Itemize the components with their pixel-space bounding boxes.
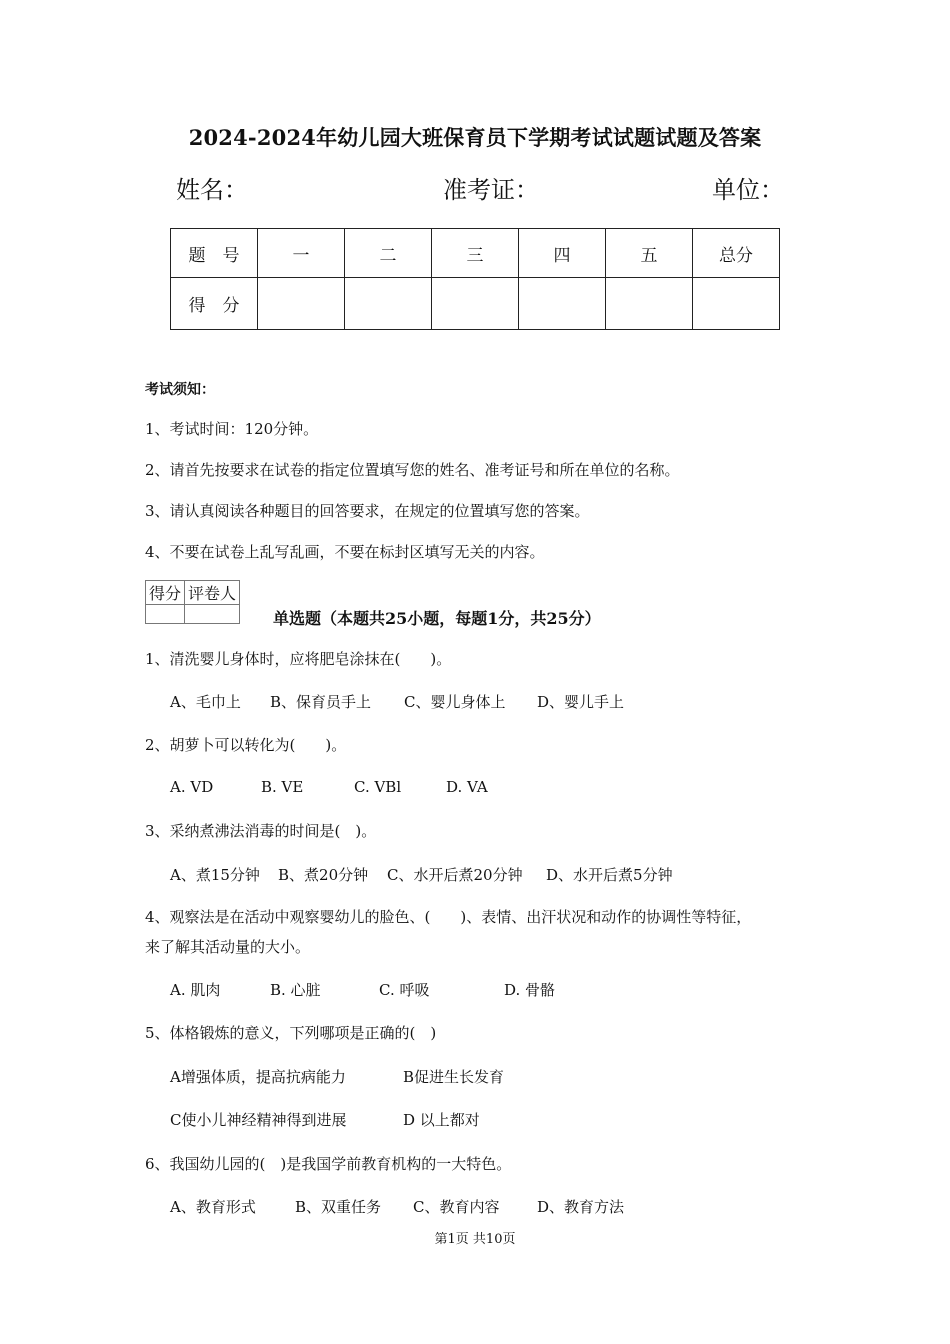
question-text: 3、采纳煮沸法消毒的时间是( )。 bbox=[145, 822, 377, 840]
grader-table bbox=[145, 580, 240, 624]
exam-number-field-label: 准考证： bbox=[443, 176, 539, 204]
score-cell[interactable] bbox=[258, 278, 345, 330]
score-cell[interactable] bbox=[693, 278, 780, 330]
score-cell[interactable] bbox=[519, 278, 606, 330]
score-table-header: 四 bbox=[519, 229, 606, 278]
unit-field-label: 单位： bbox=[712, 176, 784, 204]
question-option: D. 骨骼 bbox=[504, 981, 556, 999]
score-table-header: 五 bbox=[606, 229, 693, 278]
question-option: B、保育员手上 bbox=[270, 693, 372, 711]
question-option: D. VA bbox=[446, 778, 488, 796]
question-option: B促进生长发育 bbox=[403, 1068, 505, 1086]
question-option: D、教育方法 bbox=[537, 1198, 625, 1216]
grader-reviewer-label: 评卷人 bbox=[185, 581, 240, 605]
question-option: B. 心脏 bbox=[270, 981, 321, 999]
score-table-header-row bbox=[171, 229, 780, 278]
question-text: 5、体格锻炼的意义，下列哪项是正确的( ) bbox=[145, 1024, 437, 1042]
page-title: 2024-2024年幼儿园大班保育员下学期考试试题试题及答案 bbox=[188, 125, 762, 150]
score-table-header: 三 bbox=[432, 229, 519, 278]
question-option: C使小儿神经精神得到进展 bbox=[170, 1111, 347, 1129]
score-cell[interactable] bbox=[432, 278, 519, 330]
score-table bbox=[170, 228, 780, 330]
question-text: 1、清洗婴儿身体时，应将肥皂涂抹在( )。 bbox=[145, 650, 452, 668]
section-title: 单选题（本题共25小题，每题1分，共25分） bbox=[273, 609, 601, 628]
question-option: B、双重任务 bbox=[295, 1198, 382, 1216]
question-text-continued: 来了解其活动量的大小。 bbox=[145, 938, 311, 956]
question-text: 6、我国幼儿园的( )是我国学前教育机构的一大特色。 bbox=[145, 1155, 512, 1173]
notice-item: 3、请认真阅读各种题目的回答要求，在规定的位置填写您的答案。 bbox=[145, 502, 590, 520]
notice-heading: 考试须知： bbox=[145, 382, 215, 398]
score-table-header: 题 号 bbox=[171, 229, 258, 278]
question-option: B. VE bbox=[261, 778, 304, 796]
question-option: A、煮15分钟 bbox=[170, 866, 260, 884]
score-table-header: 二 bbox=[345, 229, 432, 278]
grader-reviewer-cell[interactable] bbox=[185, 605, 240, 624]
score-table-header: 一 bbox=[258, 229, 345, 278]
question-option: A、毛巾上 bbox=[170, 693, 241, 711]
question-option: D、婴儿手上 bbox=[537, 693, 625, 711]
page-footer: 第1页 共10页 bbox=[434, 1232, 516, 1247]
notice-item: 1、考试时间：120分钟。 bbox=[145, 420, 319, 438]
question-option: B、煮20分钟 bbox=[278, 866, 369, 884]
question-option: D 以上都对 bbox=[403, 1111, 480, 1129]
question-option: C. 呼吸 bbox=[379, 981, 430, 999]
name-field-label: 姓名： bbox=[176, 176, 248, 204]
question-option: A. VD bbox=[170, 778, 214, 796]
question-option: C. VBl bbox=[354, 778, 402, 796]
question-option: A增强体质，提高抗病能力 bbox=[170, 1068, 346, 1086]
score-table-header: 总分 bbox=[693, 229, 780, 278]
question-text: 4、观察法是在活动中观察婴幼儿的脸色、( )、表情、出汗状况和动作的协调性等特征， bbox=[145, 908, 752, 926]
question-text: 2、胡萝卜可以转化为( )。 bbox=[145, 736, 347, 754]
score-cell[interactable] bbox=[345, 278, 432, 330]
score-cell[interactable] bbox=[606, 278, 693, 330]
question-option: C、婴儿身体上 bbox=[404, 693, 506, 711]
score-table-score-row bbox=[171, 278, 780, 330]
question-option: A. 肌肉 bbox=[170, 981, 221, 999]
question-option: C、教育内容 bbox=[413, 1198, 500, 1216]
notice-item: 2、请首先按要求在试卷的指定位置填写您的姓名、准考证号和所在单位的名称。 bbox=[145, 461, 680, 479]
score-row-label: 得 分 bbox=[171, 278, 258, 330]
question-option: C、水开后煮20分钟 bbox=[387, 866, 523, 884]
grader-score-label: 得分 bbox=[146, 581, 185, 605]
question-option: D、水开后煮5分钟 bbox=[546, 866, 673, 884]
grader-score-cell[interactable] bbox=[146, 605, 185, 624]
notice-item: 4、不要在试卷上乱写乱画，不要在标封区填写无关的内容。 bbox=[145, 543, 545, 561]
question-option: A、教育形式 bbox=[170, 1198, 256, 1216]
